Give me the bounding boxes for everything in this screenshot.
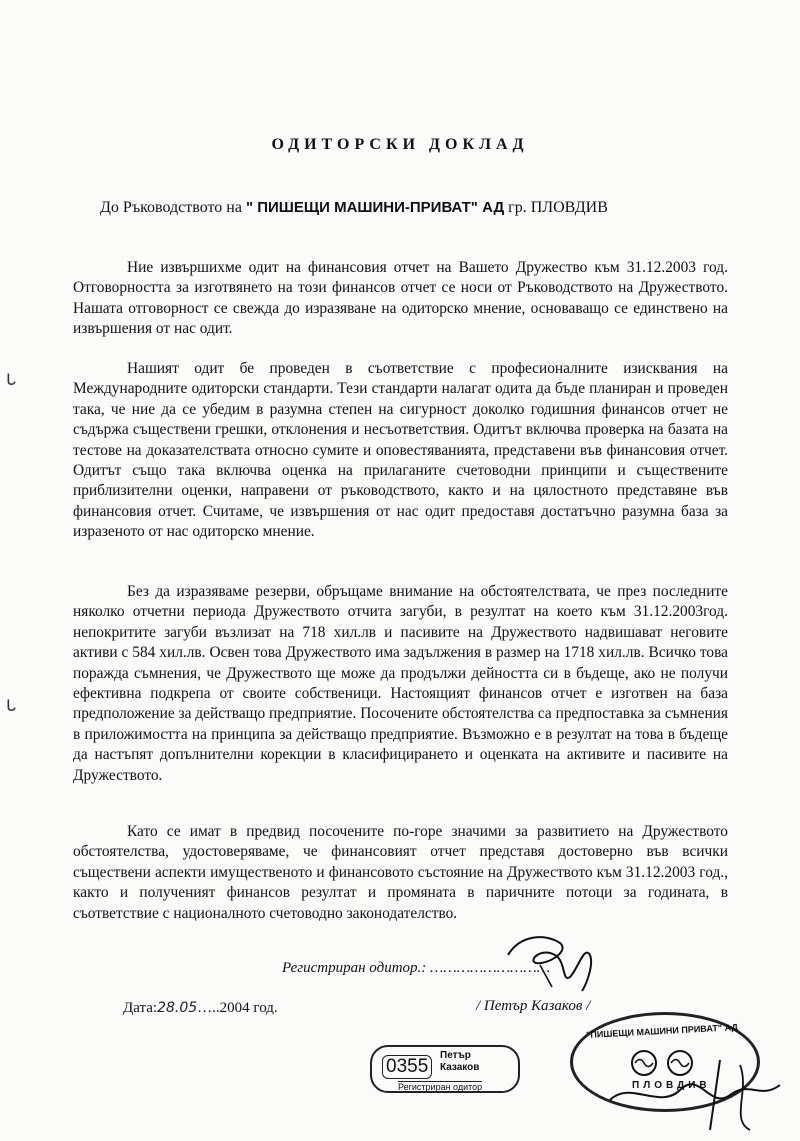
addressee-prefix: До Ръководството на (100, 199, 242, 216)
paragraph-emphasis: Без да изразяваме резерви, обръщаме внимание на обстоятелствата, че през последните няколко отчетни периода Дружеството отчита загуби, в резултат на което към 31.12.2003год. непокритите загуби възлизат на 718 хил.лв и пасивите на Дружеството надвишават неговите активи с 584 хил.лв. Освен това Дружеството има задължения в размер на 1718 хил.лв. Всичко това поражда съмнения, че Дружеството ще може да продължи дейността си в бъдеще, ако не получи ефективна подкрепа от своите собственици. Настоящият финансов отчет е изготвен на база предположение за действащо предприятие. Посочените обстоятелства са предпоставка за съмнения в приложимостта на принципа за действащо предприятие. Възможно е в резултат на това в бъдеще да настъпят допълнителни корекции в класифицирането и оценката на активите и пасивите на Дружеството. (73, 583, 728, 784)
seal-city: ПЛОВДИВ (632, 1080, 711, 1091)
company-signature (600, 1040, 790, 1135)
margin-scan-mark: ᒐ (6, 372, 17, 389)
addressee-city: гр. ПЛОВДИВ (508, 199, 608, 216)
paragraph-opinion: Като се имат в предвид посочените по-горе значими за развитието на Дружеството обстоятелства, удостоверяваме, че финансовият отчет представя достоверно във всички съществени аспекти имущественото и финансовото състояние на Дружеството към 31.12.2003 год., както и полученият финансов резултат и промяната в паричните потоци за годината, в съответствие с националното счетоводно законодателство. (73, 823, 728, 922)
paragraph-standards: Нашият одит бе проведен в съответствие с професионалните изисквания на Международните одиторски стандарти. Тези стандарти налагат одита да бъде планиран и проведен така, че ние да се убедим в разумна степен на сигурност доколко годишния финансов отчет не съдържа съществени грешки, отклонения и несъответствия. Одитът включва проверка на базата на тестове на доказателствата относно сумите и оповестяванията, представени във финансовия отчет. Одитът също така включва оценка на прилаганите счетоводни принципи и съществените приблизителни оценки, направени от ръководството, както и на цялостното представяне във финансовия отчет. Считаме, че извършения от нас одит предоставя достатъчно разумна база за изразеното от нас одиторско мнение. (73, 360, 728, 541)
registered-auditor-label: Регистриран одитор.: (282, 960, 431, 976)
stamp-name-last: Казаков (440, 1062, 480, 1073)
auditor-signature (500, 925, 610, 995)
date-handwritten: 28.05 (157, 1000, 198, 1016)
stamp-name-first: Петър (440, 1050, 471, 1061)
signature-dots: ……………………… (430, 960, 551, 976)
auditor-stamp (370, 1045, 520, 1093)
date-label: Дата: (123, 1000, 158, 1016)
margin-scan-mark: ᒐ (6, 698, 17, 715)
signer-name: / Петър Казаков / (476, 998, 591, 1014)
stamp-caption: Регистриран одитор (398, 1082, 483, 1092)
date-year: …..2004 год. (197, 1000, 278, 1016)
addressee-company: " ПИШЕЩИ МАШИНИ-ПРИВАТ" АД (245, 199, 505, 216)
paragraph-scope: Ние извършихме одит на финансовия отчет на Вашето Дружество към 31.12.2003 год. Отговорността за изготвянето на този финансов отчет се носи от Ръководството на Дружеството. Нашата отговорност се свежда до изразяване на одиторско мнение, основаващо се единствено на извършения от нас одит. (73, 259, 728, 338)
seal-arc-text: "ПИШЕЩИ МАШИНИ ПРИВАТ" АД (585, 1022, 739, 1040)
stamp-name (440, 1050, 479, 1074)
date-line (123, 1000, 278, 1017)
stamp-number: 0355 (382, 1055, 432, 1079)
addressee-line (100, 199, 608, 217)
document-title: ОДИТОРСКИ ДОКЛАД (271, 136, 529, 153)
